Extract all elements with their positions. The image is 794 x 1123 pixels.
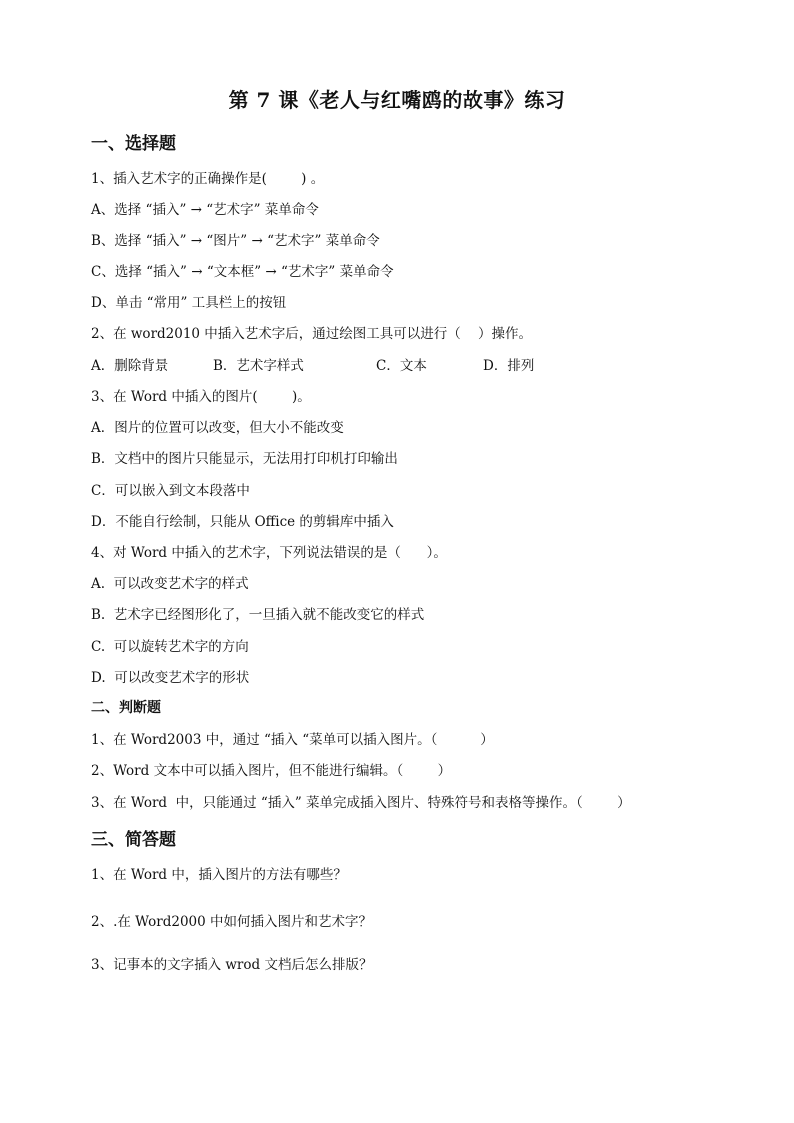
question-1-option-d: D、单击 “常用” 工具栏上的按钮 bbox=[91, 295, 287, 311]
question-4-option-a: A. 可以改变艺术字的样式 bbox=[91, 576, 249, 592]
short-answer-item-1: 1、在 Word 中，插入图片的方法有哪些？ bbox=[91, 867, 347, 883]
section-heading-true-false: 二、判断题 bbox=[91, 700, 161, 716]
question-1-option-c: C、选择 “插入” → “文本框” → “艺术字” 菜单命令 bbox=[91, 264, 394, 280]
question-2-option-b: B．艺术字样式 bbox=[213, 358, 304, 374]
question-2-option-c: C．文本 bbox=[376, 358, 427, 374]
question-4-option-d: D. 可以改变艺术字的形状 bbox=[91, 670, 250, 686]
true-false-item-1: 1、在 Word2003 中，通过 “插入 “菜单可以插入图片。（ ） bbox=[91, 732, 494, 748]
question-1-stem: 1、插入艺术字的正确操作是( ) 。 bbox=[91, 171, 325, 187]
question-4-option-c: C. 可以旋转艺术字的方向 bbox=[91, 639, 249, 655]
question-3-option-c: C．可以嵌入到文本段落中 bbox=[91, 483, 250, 499]
short-answer-item-3: 3、记事本的文字插入 wrod 文档后怎么排版？ bbox=[91, 957, 373, 973]
question-1-option-b: B、选择 “插入” → “图片” → “艺术字” 菜单命令 bbox=[91, 233, 380, 249]
question-2-option-a: A．删除背景 bbox=[91, 358, 169, 374]
question-4-stem: 4、对 Word 中插入的艺术字，下列说法错误的是（ ）。 bbox=[91, 545, 447, 561]
section-heading-short-answer: 三、简答题 bbox=[91, 830, 176, 850]
true-false-item-2: 2、Word 文本中可以插入图片，但不能进行编辑。（ ） bbox=[91, 763, 452, 779]
question-2-stem: 2、在 word2010 中插入艺术字后，通过绘图工具可以进行（ ）操作。 bbox=[91, 326, 532, 342]
question-3-stem: 3、在 Word 中插入的图片( )。 bbox=[91, 389, 311, 405]
question-4-option-b: B. 艺术字已经图形化了，一旦插入就不能改变它的样式 bbox=[91, 607, 425, 623]
question-3-option-b: B．文档中的图片只能显示，无法用打印机打印输出 bbox=[91, 451, 398, 467]
question-2-option-d: D．排列 bbox=[483, 358, 535, 374]
section-heading-choice: 一、选择题 bbox=[91, 134, 176, 154]
true-false-item-3: 3、在 Word 中，只能通过 “插入” 菜单完成插入图片、特殊符号和表格等操作。（ ） bbox=[91, 795, 631, 811]
question-1-option-a: A、选择 “插入” → “艺术字” 菜单命令 bbox=[91, 202, 319, 218]
page-title: 第 7 课《老人与红嘴鸥的故事》练习 bbox=[228, 88, 566, 112]
question-3-option-a: A．图片的位置可以改变，但大小不能改变 bbox=[91, 420, 344, 436]
question-3-option-d: D．不能自行绘制，只能从 Office 的剪辑库中插入 bbox=[91, 514, 394, 530]
short-answer-item-2: 2、.在 Word2000 中如何插入图片和艺术字？ bbox=[91, 914, 373, 930]
